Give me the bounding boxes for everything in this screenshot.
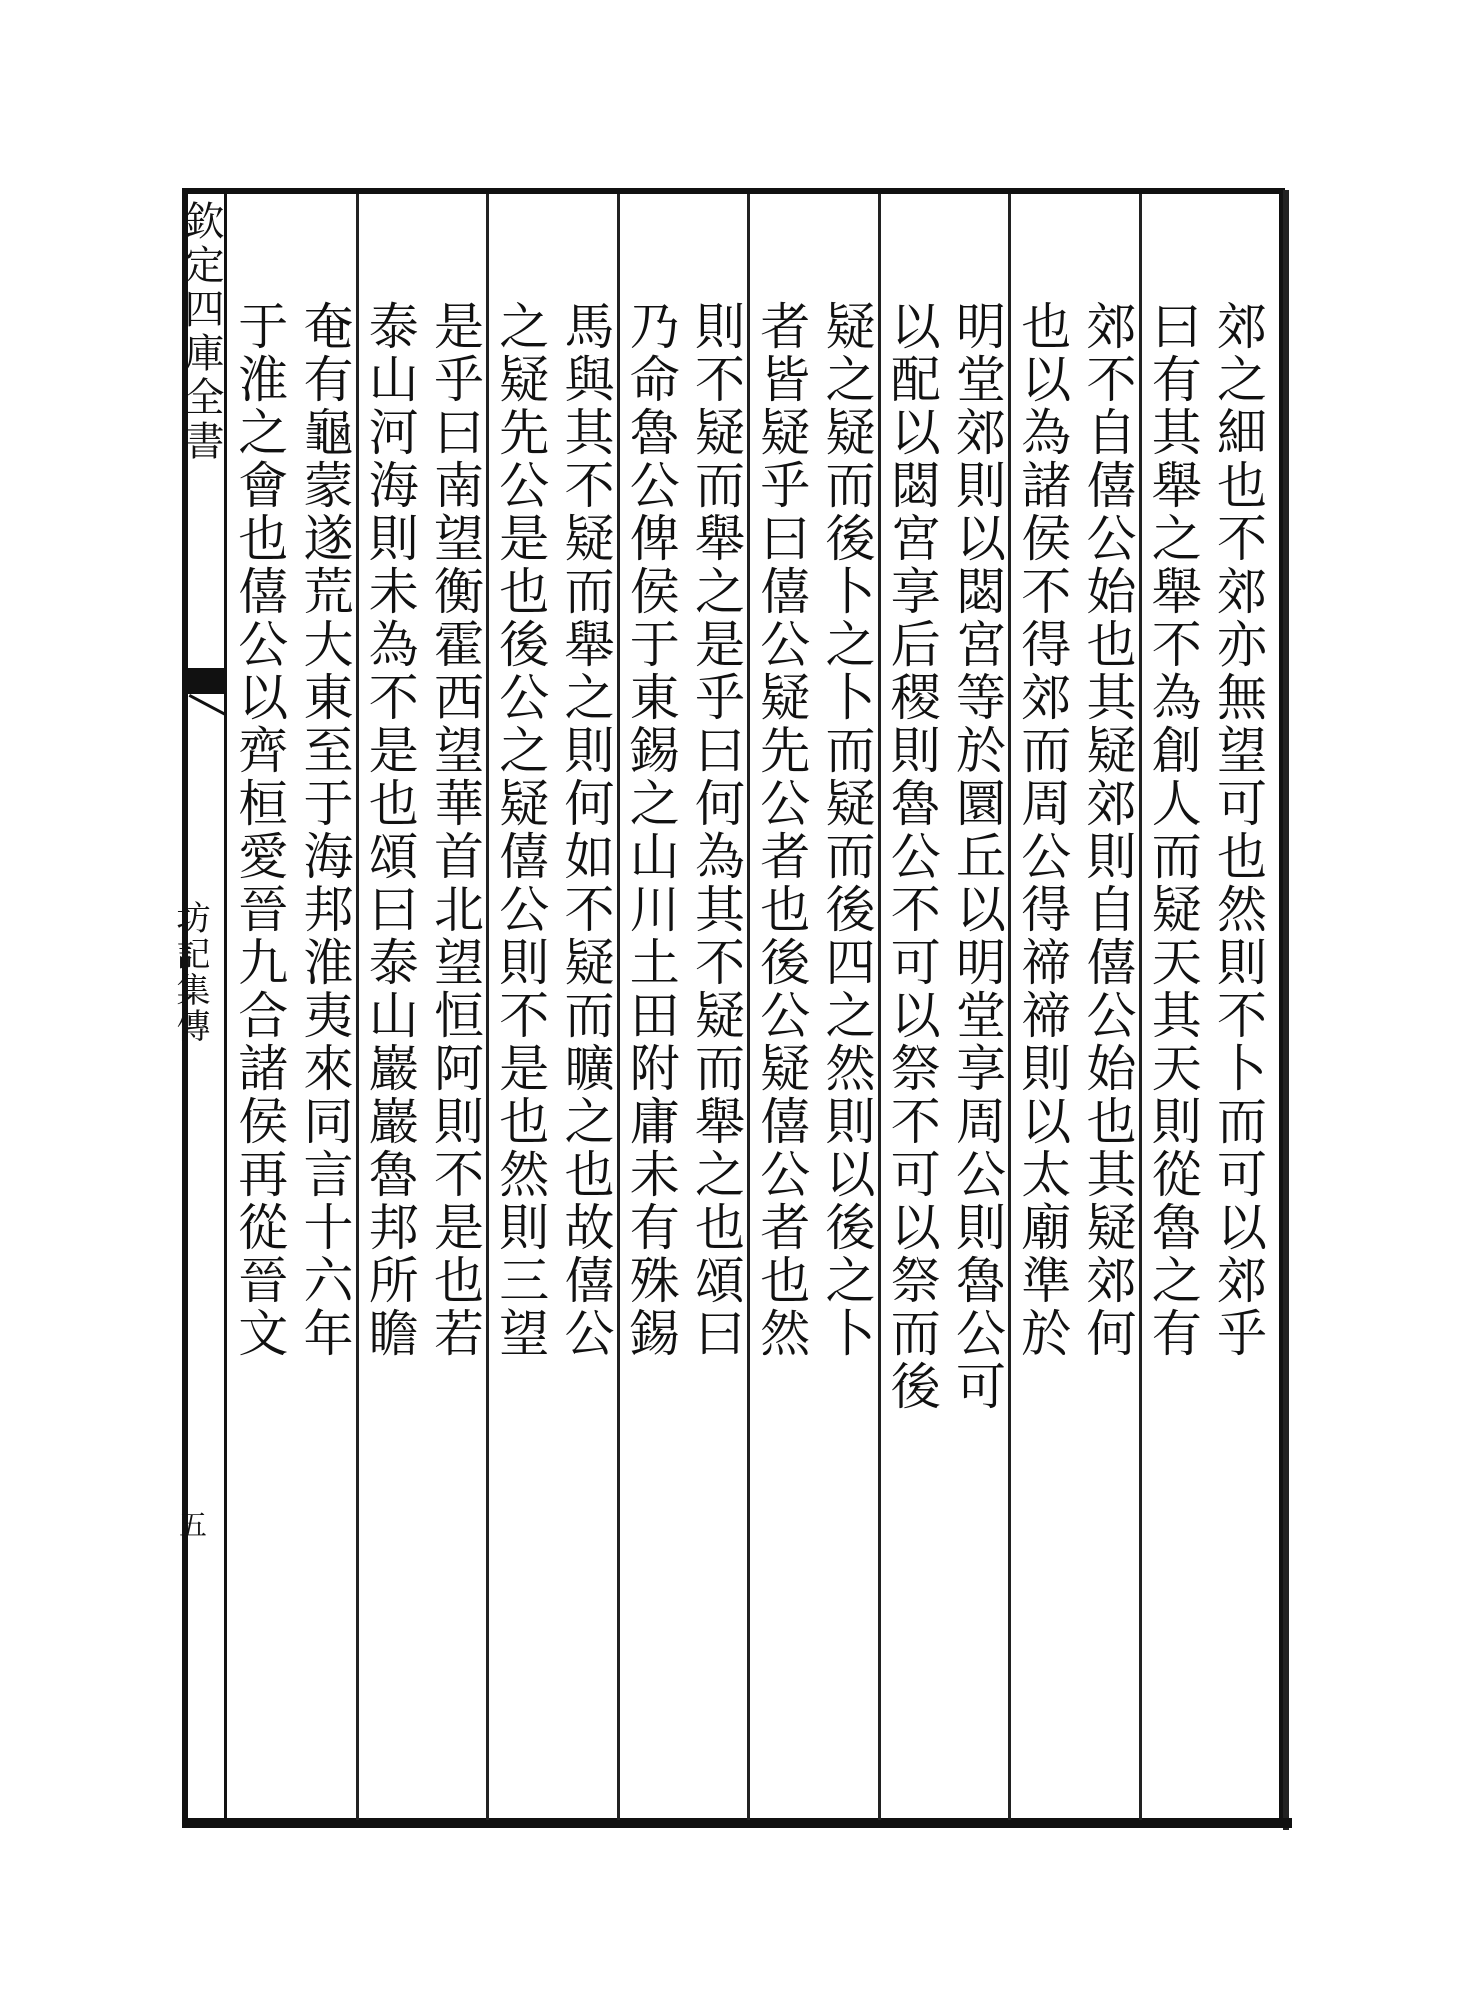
text-column-7: 疑之疑而後卜之卜而疑而後四之然則以後之卜 [817, 300, 876, 1360]
text-column-15: 奄有龜蒙遂荒大東至于海邦淮夷來同言十六年 [295, 300, 354, 1360]
text-column-14: 泰山河海則未為不是也頌曰泰山巖巖魯邦所瞻 [360, 300, 419, 1360]
text-column-12: 之疑先公是也後公之疑僖公則不是也然則三望 [491, 300, 550, 1360]
text-column-16: 于淮之會也僖公以齊桓愛晉九合諸侯再從晉文 [230, 300, 289, 1360]
text-column-13: 是乎曰南望衡霍西望華首北望恒阿則不是也若 [426, 300, 484, 1360]
text-column-6: 以配以閟宮享后稷則魯公不可以祭不可以祭而後 [882, 300, 941, 1413]
text-column-3: 郊不自僖公始也其疑郊則自僖公始也其疑郊何 [1078, 300, 1137, 1360]
page-number: 五 [175, 1510, 208, 1538]
text-column-1: 郊之細也不郊亦無望可也然則不卜而可以郊乎 [1209, 300, 1267, 1360]
section-title: 坊記集傳 [170, 900, 210, 1044]
book-title: 欽定四庫全書 [178, 200, 224, 464]
frame-edge [1283, 190, 1289, 1830]
text-column-8: 者皆疑乎曰僖公疑先公者也後公疑僖公者也然 [752, 300, 811, 1360]
text-column-2: 曰有其舉之舉不為創人而疑天其天則從魯之有 [1143, 300, 1202, 1360]
text-column-10: 乃命魯公俾侯于東錫之山川土田附庸未有殊錫 [621, 300, 680, 1360]
text-column-5: 明堂郊則以閟宮等於圜丘以明堂享周公則魯公可 [948, 300, 1006, 1413]
fishtail-mark [188, 668, 224, 694]
text-column-11: 馬與其不疑而舉之則何如不疑而曠之也故僖公 [556, 300, 615, 1360]
text-column-4: 也以為諸侯不得郊而周公得禘禘則以太廟準於 [1013, 300, 1072, 1360]
text-column-9: 則不疑而舉之是乎曰何為其不疑而舉之也頌曰 [687, 300, 745, 1360]
frame-bottom-edge [182, 1818, 1292, 1828]
